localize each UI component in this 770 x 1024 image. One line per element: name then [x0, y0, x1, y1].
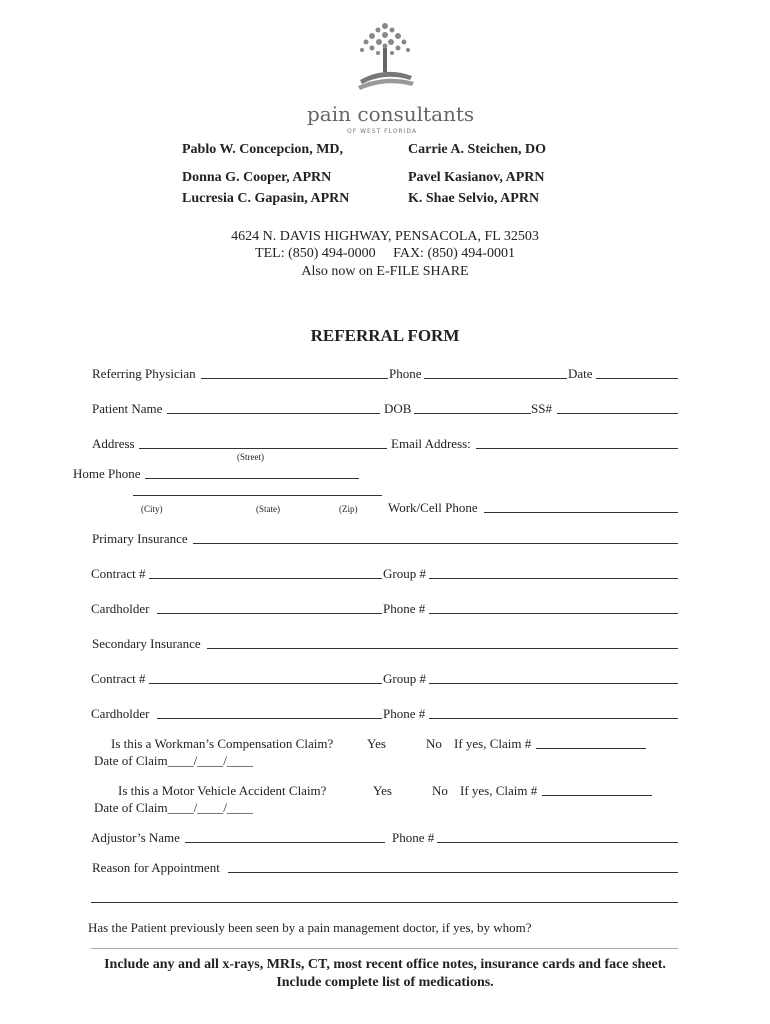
efile-line: Also now on E-FILE SHARE [301, 264, 469, 279]
contract-label-secondary: Contract # [91, 671, 146, 686]
contract-field-secondary[interactable] [149, 683, 382, 684]
logo-name: pain consultants [307, 102, 475, 126]
workmans-yes-option[interactable]: Yes [367, 736, 386, 751]
reason-field[interactable] [228, 872, 678, 873]
address-street-field[interactable] [139, 448, 387, 449]
phone-label: Phone [389, 366, 422, 381]
address-label: Address [92, 436, 135, 451]
state-caption: (State) [256, 504, 280, 514]
footer-medications: Include complete list of medications. [276, 975, 494, 990]
group-label: Group # [383, 566, 426, 581]
previously-seen-field[interactable] [91, 948, 678, 949]
adjustor-phone-label: Phone # [392, 830, 435, 845]
contact-line: TEL: (850) 494-0000 FAX: (850) 494-0001 [255, 246, 515, 261]
ss-field[interactable] [557, 413, 678, 414]
motor-date-of-claim[interactable]: Date of Claim____/____/____ [94, 800, 253, 815]
group-field[interactable] [429, 578, 678, 579]
cardholder-label: Cardholder [91, 601, 150, 616]
cardholder-phone-label: Phone # [383, 601, 426, 616]
previously-seen-question: Has the Patient previously been seen by a pain management doctor, if yes, by whom? [88, 920, 532, 935]
patient-name-label: Patient Name [92, 401, 163, 416]
reason-field-continued[interactable] [91, 902, 678, 903]
phone-field[interactable] [424, 378, 567, 379]
physician-name: Pavel Kasianov, APRN [408, 170, 545, 185]
group-label-secondary: Group # [383, 671, 426, 686]
workmans-claim-field[interactable] [536, 748, 646, 749]
ss-label: SS# [531, 401, 552, 416]
workmans-date-of-claim[interactable]: Date of Claim____/____/____ [94, 753, 253, 768]
motor-claim-field[interactable] [542, 795, 652, 796]
contract-field[interactable] [149, 578, 382, 579]
contract-label: Contract # [91, 566, 146, 581]
reason-label: Reason for Appointment [92, 860, 220, 875]
secondary-insurance-label: Secondary Insurance [92, 636, 201, 651]
adjustor-name-label: Adjustor’s Name [91, 830, 180, 845]
cardholder-phone-field-secondary[interactable] [429, 718, 678, 719]
date-field[interactable] [596, 378, 678, 379]
city-caption: (City) [141, 504, 163, 514]
adjustor-phone-field[interactable] [437, 842, 678, 843]
physician-name: Carrie A. Steichen, DO [408, 142, 547, 157]
email-field[interactable] [476, 448, 678, 449]
workmans-comp-question: Is this a Workman’s Compensation Claim? [111, 736, 334, 751]
email-label: Email Address: [391, 436, 471, 451]
logo-subtitle: OF WEST FLORIDA [347, 128, 418, 135]
secondary-insurance-field[interactable] [207, 648, 678, 649]
workmans-claim-label: If yes, Claim # [454, 736, 532, 751]
patient-name-field[interactable] [167, 413, 380, 414]
cardholder-phone-label-secondary: Phone # [383, 706, 426, 721]
cardholder-field[interactable] [157, 613, 382, 614]
primary-insurance-field[interactable] [193, 543, 678, 544]
physician-name: K. Shae Selvio, APRN [408, 191, 540, 206]
motor-yes-option[interactable]: Yes [373, 783, 392, 798]
date-label: Date [568, 366, 593, 381]
work-cell-phone-label: Work/Cell Phone [388, 500, 478, 515]
physician-name: Lucresia C. Gapasin, APRN [182, 191, 350, 206]
address-line: 4624 N. DAVIS HIGHWAY, PENSACOLA, FL 32503 [231, 229, 539, 244]
cardholder-label-secondary: Cardholder [91, 706, 150, 721]
physician-name: Pablo W. Concepcion, MD, [182, 142, 344, 157]
motor-vehicle-question: Is this a Motor Vehicle Accident Claim? [118, 783, 327, 798]
home-phone-label: Home Phone [73, 466, 141, 481]
dob-label: DOB [384, 401, 412, 416]
footer-instructions: Include any and all x-rays, MRIs, CT, most recent office notes, insurance cards and face sheet. [104, 957, 666, 972]
zip-caption: (Zip) [339, 504, 358, 514]
dob-field[interactable] [414, 413, 531, 414]
tree-logo-icon [300, 18, 470, 98]
referring-physician-label: Referring Physician [92, 366, 196, 381]
cardholder-phone-field[interactable] [429, 613, 678, 614]
physician-name: Donna G. Cooper, APRN [182, 170, 332, 185]
adjustor-name-field[interactable] [185, 842, 385, 843]
referring-physician-field[interactable] [201, 378, 388, 379]
primary-insurance-label: Primary Insurance [92, 531, 188, 546]
home-phone-field[interactable] [145, 478, 359, 479]
motor-claim-label: If yes, Claim # [460, 783, 538, 798]
work-cell-phone-field[interactable] [484, 512, 678, 513]
logo [300, 18, 475, 136]
workmans-no-option[interactable]: No [426, 736, 442, 751]
street-caption: (Street) [237, 452, 264, 462]
motor-no-option[interactable]: No [432, 783, 448, 798]
city-state-zip-field[interactable] [133, 495, 382, 496]
cardholder-field-secondary[interactable] [157, 718, 382, 719]
form-title: REFERRAL FORM [310, 326, 460, 345]
group-field-secondary[interactable] [429, 683, 678, 684]
